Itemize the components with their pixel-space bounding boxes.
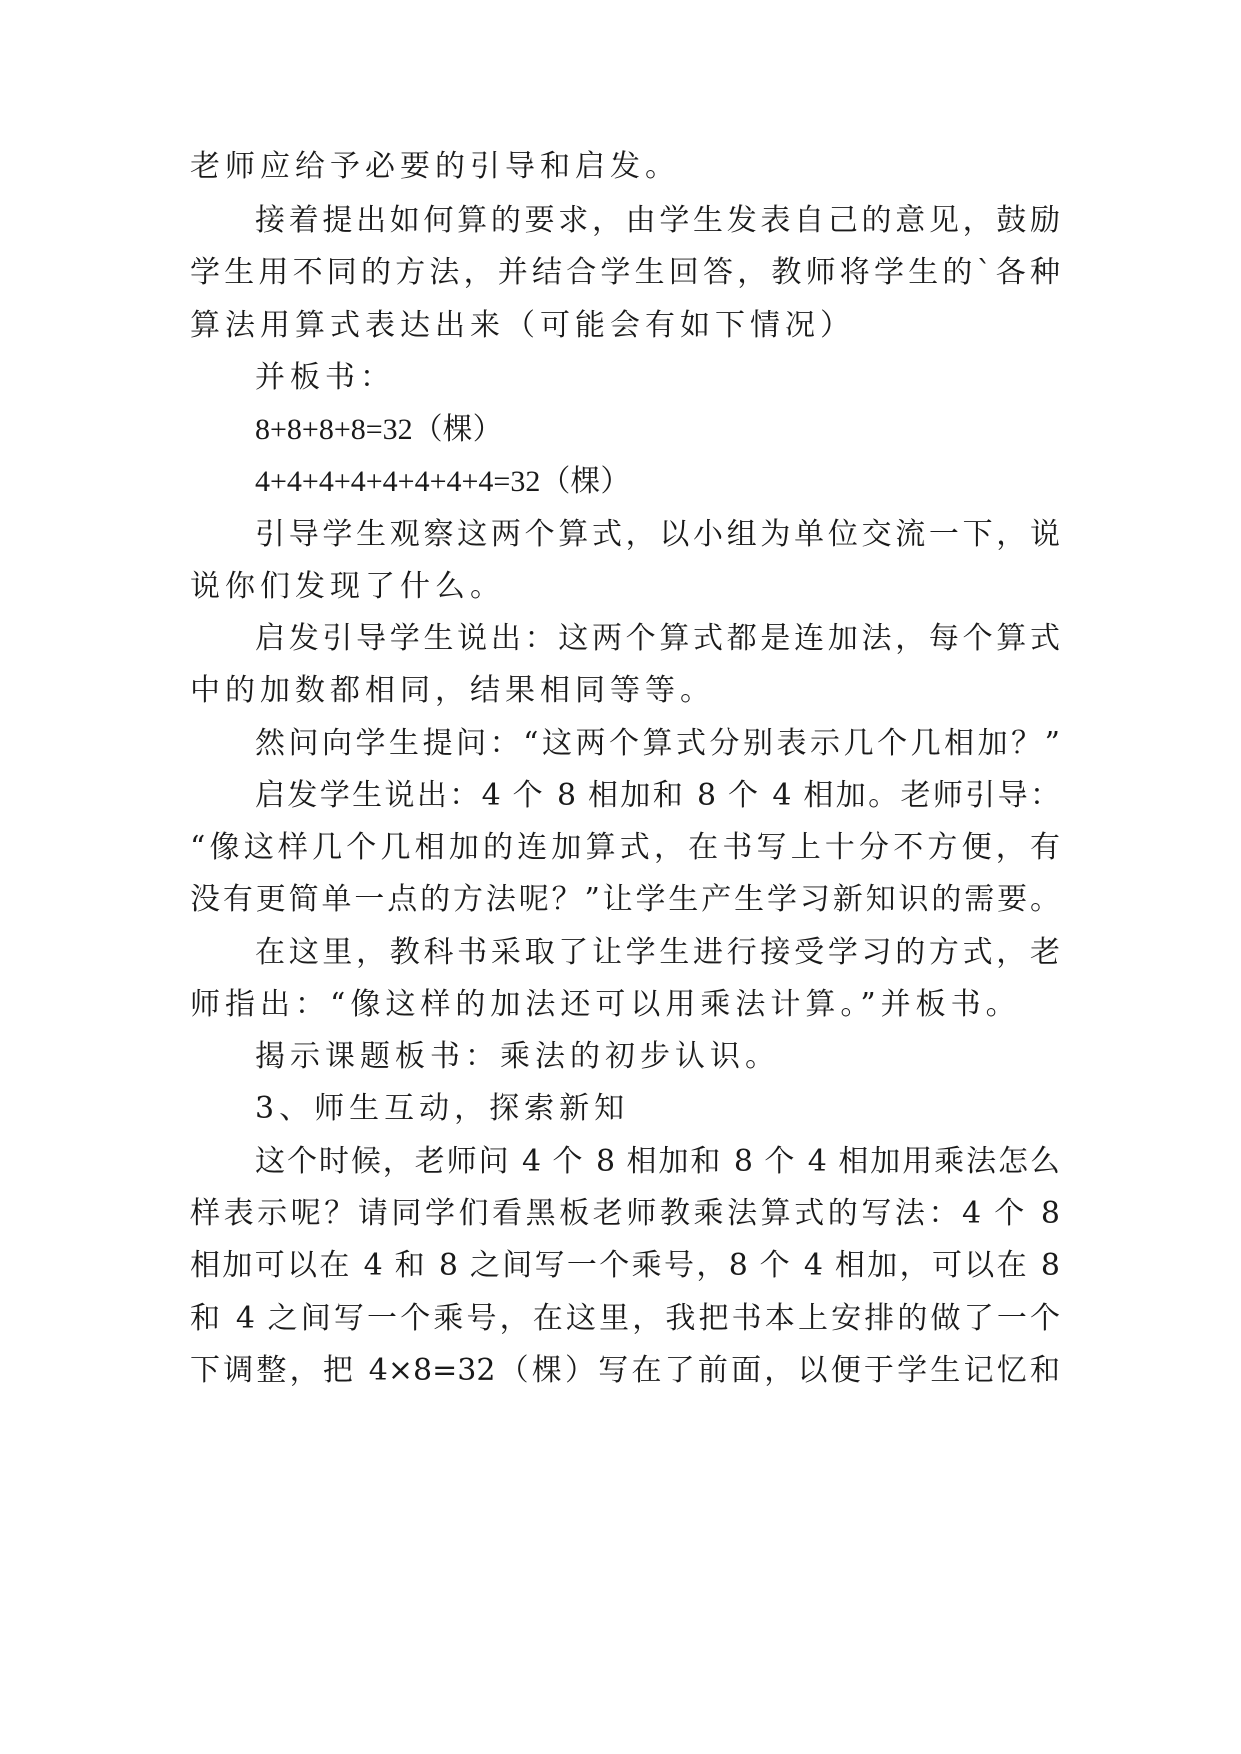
paragraph-line: 相加可以在 4 和 8 之间写一个乘号，8 个 4 相加，可以在 8 <box>190 1248 1060 1283</box>
paragraph-line: 启发学生说出：4 个 8 相加和 8 个 4 相加。老师引导： <box>255 778 1060 813</box>
paragraph-line: 说你们发现了什么。 <box>190 569 505 604</box>
paragraph-line: “像这样几个几相加的连加算式，在书写上十分不方便，有 <box>190 830 1060 865</box>
paragraph-line: 在这里，教科书采取了让学生进行接受学习的方式，老 <box>255 935 1060 970</box>
paragraph-line: 揭示课题板书：乘法的初步认识。 <box>255 1039 780 1074</box>
paragraph-line: 这个时候，老师问 4 个 8 相加和 8 个 4 相加用乘法怎么 <box>255 1144 1060 1179</box>
paragraph-line: 接着提出如何算的要求，由学生发表自己的意见，鼓励 <box>255 203 1060 238</box>
paragraph-line: 引导学生观察这两个算式，以小组为单位交流一下，说 <box>255 517 1060 552</box>
paragraph-line: 并板书： <box>255 360 395 395</box>
paragraph-line: 下调整，把 4×8=32（棵）写在了前面，以便于学生记忆和 <box>190 1353 1060 1388</box>
paragraph-line: 学生用不同的方法，并结合学生回答，教师将学生的`各种 <box>190 255 1060 290</box>
equation-line: 4+4+4+4+4+4+4+4=32（棵） <box>255 465 631 498</box>
paragraph-line: 启发引导学生说出：这两个算式都是连加法，每个算式 <box>255 621 1060 656</box>
paragraph-line: 师指出：“像这样的加法还可以用乘法计算。”并板书。 <box>190 987 1021 1022</box>
paragraph-line: 没有更简单一点的方法呢？”让学生产生学习新知识的需要。 <box>190 882 1060 917</box>
equation-line: 8+8+8+8=32（棵） <box>255 413 503 446</box>
paragraph-line: 算法用算式表达出来（可能会有如下情况） <box>190 308 855 343</box>
section-heading: 3、师生互动，探索新知 <box>255 1091 630 1126</box>
paragraph-line: 样表示呢？请同学们看黑板老师教乘法算式的写法：4 个 8 <box>190 1196 1060 1231</box>
paragraph-line: 老师应给予必要的引导和启发。 <box>190 149 680 184</box>
paragraph-line: 和 4 之间写一个乘号，在这里，我把书本上安排的做了一个 <box>190 1301 1060 1336</box>
paragraph-line: 中的加数都相同，结果相同等等。 <box>190 673 715 708</box>
paragraph-line: 然问向学生提问：“这两个算式分别表示几个几相加？” <box>255 726 1060 761</box>
